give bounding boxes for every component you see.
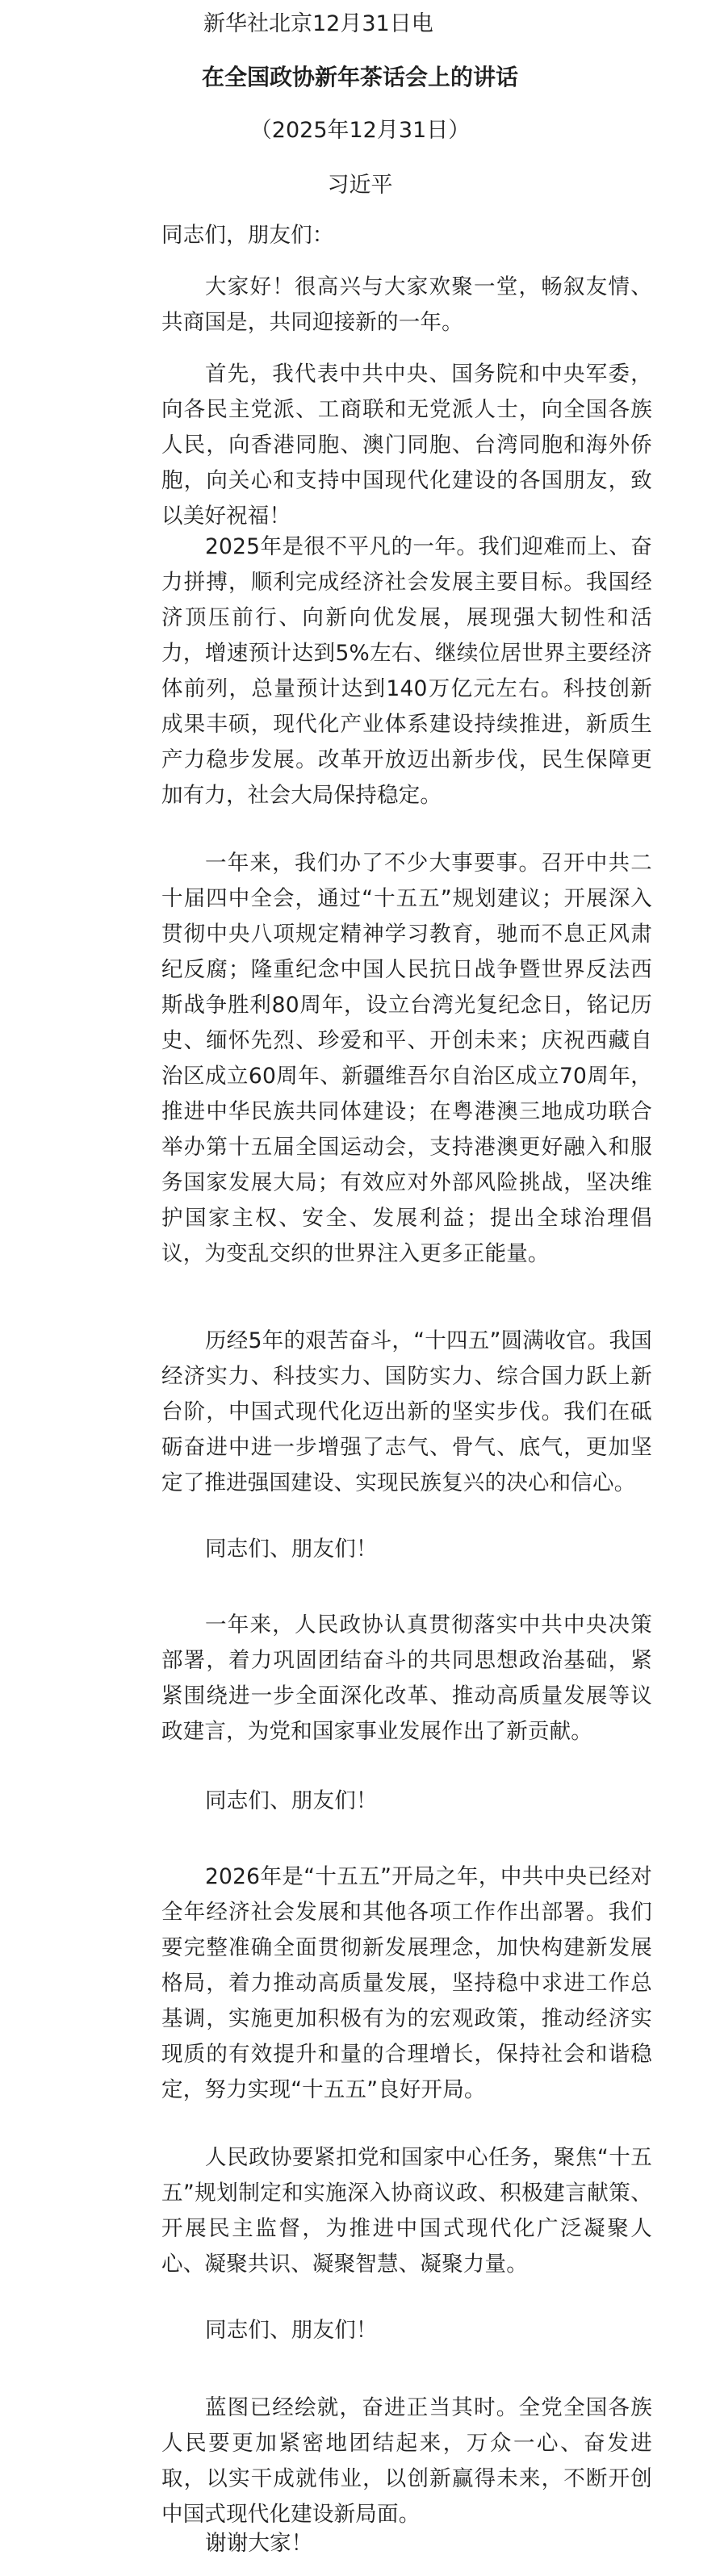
paragraph: 一年来，我们办了不少大事要事。召开中共二十届四中全会，通过“十五五”规划建议；开展深入贯彻中央八项规定精神学习教育，驰而不息正风肃纪反腐；隆重纪念中国人民抗日战争暨世界反法西斯战争胜利80周年，设立台湾光复纪念日，铭记历史、缅怀先烈、珍爱和平、开创未来；庆祝西藏自治区成立60周年、新疆维吾尔自治区成立70周年，推进中华民族共同体建设；在粤港澳三地成功联合举办第十五届全国运动会，支持港澳更好融入和服务国家发展大局；有效应对外部风险挑战，坚决维护国家主权、安全、发展利益；提出全球治理倡议，为变乱交织的世界注入更多正能量。 [161,851,652,1266]
paragraph: 历经5年的艰苦奋斗，“十四五”圆满收官。我国经济实力、科技实力、国防实力、综合国力跃上新台阶，中国式现代化迈出新的坚实步伐。我们在砥砺奋进中进一步增强了志气、骨气、底气，更加坚定了推进强国建设、实现民族复兴的决心和信心。 [161,1328,652,1495]
paragraph: 蓝图已经绘就，奋进正当其时。全党全国各族人民要更加紧密地团结起来，万众一心、奋发进取，以实干成就伟业，以创新赢得未来，不断开创中国式现代化建设新局面。 [161,2395,652,2527]
paragraph: 谢谢大家！ [205,2531,313,2556]
paragraph: 人民政协要紧扣党和国家中心任务，聚焦“十五五”规划制定和实施深入协商议政、积极建言献策、开展民主监督，为推进中国式现代化广泛凝聚人心、凝聚共识、凝聚智慧、凝聚力量。 [161,2145,652,2277]
author: 习近平 [327,173,393,198]
dateline: 新华社北京12月31日电 [203,11,433,36]
paragraph: 2025年是很不平凡的一年。我们迎难而上、奋力拼搏，顺利完成经济社会发展主要目标。我国经济顶压前行、向新向优发展，展现强大韧性和活力，增速预计达到5%左右、继续位居世界主要经济体前列，总量预计达到140万亿元左右。科技创新成果丰硕，现代化产业体系建设持续推进，新质生产力稳步发展。改革开放迈出新步伐，民生保障更加有力，社会大局保持稳定。 [161,534,652,808]
paragraph: 同志们、朋友们！ [205,1788,378,1813]
paragraph: 一年来，人民政协认真贯彻落实中共中央决策部署，着力巩固团结奋斗的共同思想政治基础，紧紧围绕进一步全面深化改革、推动高质量发展等议政建言，为党和国家事业发展作出了新贡献。 [161,1612,652,1744]
speech-date: （2025年12月31日） [249,118,471,143]
paragraph: 同志们、朋友们！ [205,2318,378,2343]
paragraph: 同志们、朋友们！ [205,1537,378,1562]
article-title: 在全国政协新年茶话会上的讲话 [201,64,518,90]
paragraph: 2026年是“十五五”开局之年，中共中央已经对全年经济社会发展和其他各项工作作出部署。我们要完整准确全面贯彻新发展理念，加快构建新发展格局，着力推动高质量发展，坚持稳中求进工作总基调，实施更加积极有为的宏观政策，推动经济实现质的有效提升和量的合理增长，保持社会和谐稳定，努力实现“十五五”良好开局。 [161,1864,652,2102]
paragraph: 首先，我代表中共中央、国务院和中央军委，向各民主党派、工商联和无党派人士，向全国各族人民，向香港同胞、澳门同胞、台湾同胞和海外侨胞，向关心和支持中国现代化建设的各国朋友，致以美好祝福！ [161,362,652,529]
paragraph: 大家好！很高兴与大家欢聚一堂，畅叙友情、共商国是，共同迎接新的一年。 [161,274,652,335]
salutation: 同志们，朋友们： [161,223,334,248]
